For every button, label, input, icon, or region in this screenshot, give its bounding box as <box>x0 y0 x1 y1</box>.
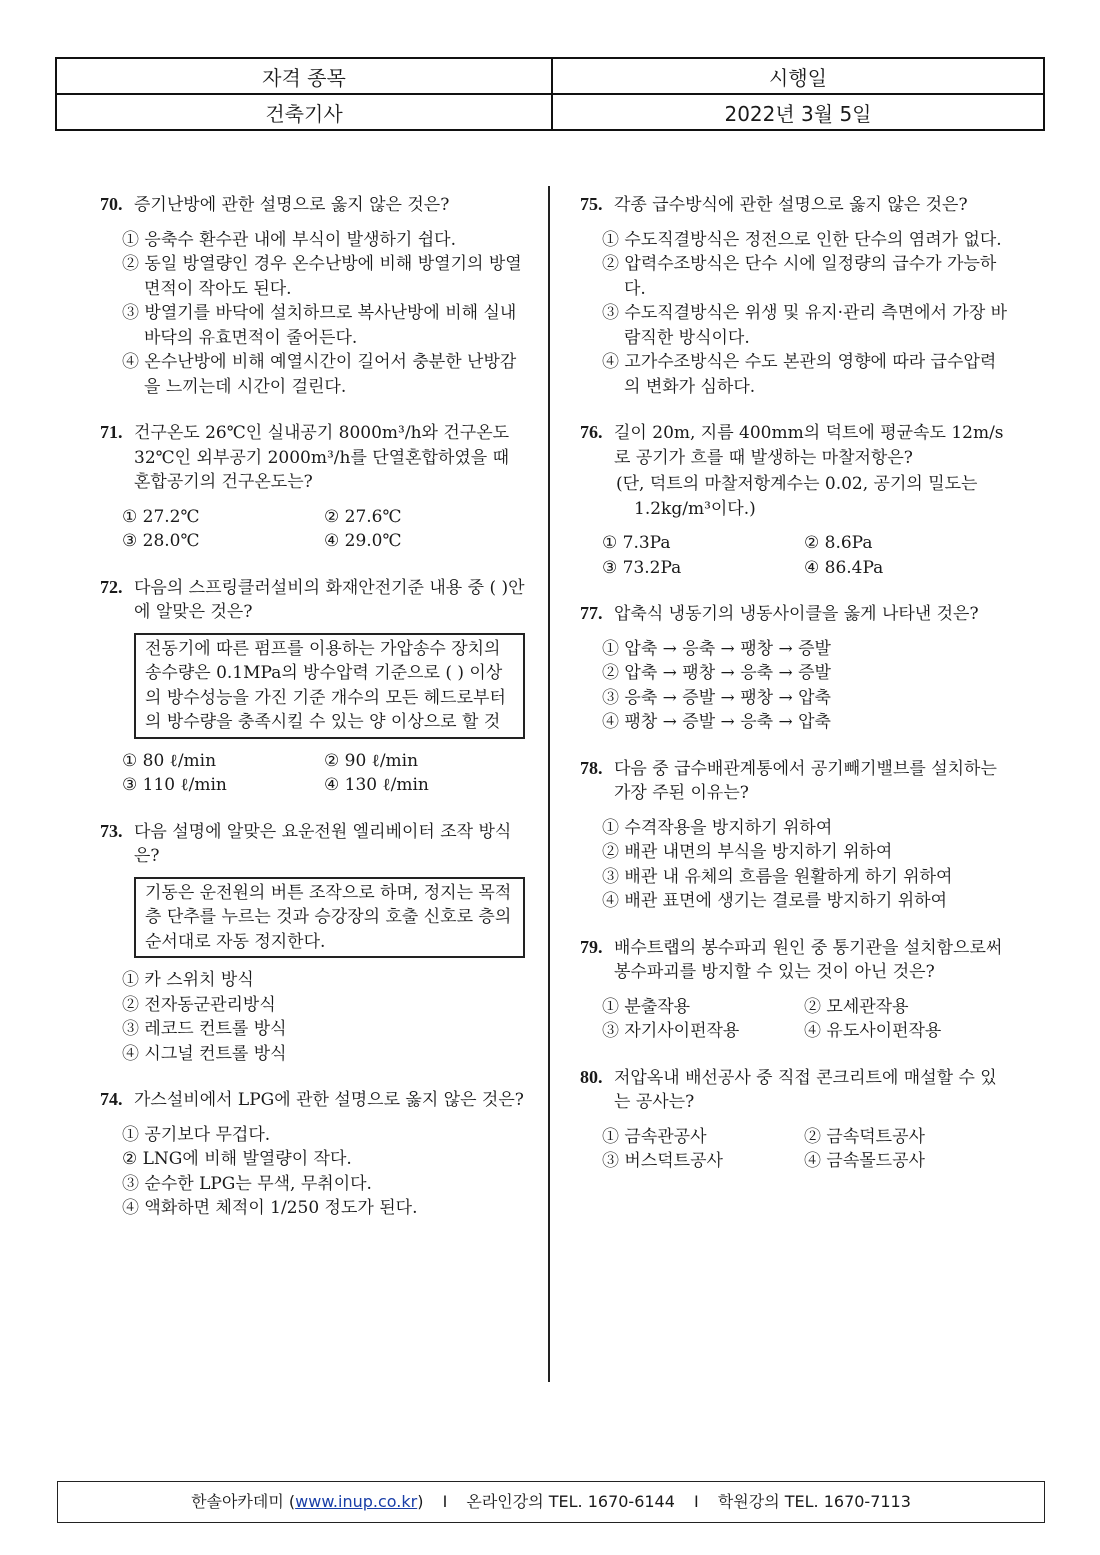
question-stem <box>100 420 530 495</box>
options <box>580 531 1010 580</box>
question-text: 길이 20m, 지름 400mm의 덕트에 평균속도 12m/s로 공기가 흐를 때 발생하는 마찰저항은? <box>614 423 1004 468</box>
academy-name-close: ) <box>417 1492 424 1511</box>
option: ④ 130 ℓ/min <box>324 775 429 795</box>
option: ③ 버스덕트공사 <box>602 1151 723 1171</box>
question-73 <box>100 819 530 1067</box>
option: ④ 86.4Pa <box>804 557 884 578</box>
question-note: (단, 덕트의 마찰저항계수는 0.02, 공기의 밀도는 1.2kg/m³이다.) <box>616 474 978 519</box>
option: ② 전자동군관리방식 <box>122 994 276 1015</box>
question-76 <box>580 420 1010 580</box>
option: ② 90 ℓ/min <box>324 750 419 771</box>
question-number: 77. <box>580 603 603 623</box>
question-text: 다음 중 급수배관계통에서 공기빼기밸브를 설치하는 가장 주된 이유는? <box>614 758 997 803</box>
subject-label: 자격 종목 <box>56 58 552 94</box>
question-75 <box>580 192 1010 399</box>
option: ② 압축 → 팽창 → 응축 → 증발 <box>602 663 831 683</box>
option: ③ 레코드 컨트롤 방식 <box>122 1019 287 1039</box>
question-stem <box>100 819 530 869</box>
question-stem <box>580 420 1010 470</box>
option: ④ 시그널 컨트롤 방식 <box>122 1043 287 1064</box>
option: ① 카 스위치 방식 <box>122 970 254 990</box>
option: ② 모세관작용 <box>804 996 909 1017</box>
option: ① 7.3Pa <box>602 533 671 553</box>
question-stem <box>580 935 1010 985</box>
question-stem <box>100 1087 530 1113</box>
options <box>580 1125 1010 1174</box>
question-74 <box>100 1087 530 1221</box>
option: ③ 응축 → 증발 → 팽창 → 압축 <box>602 687 831 708</box>
subject-value: 건축기사 <box>56 94 552 130</box>
options <box>100 1123 530 1221</box>
footer-bar <box>57 1481 1045 1523</box>
question-number: 79. <box>580 936 603 957</box>
question-text: 압축식 냉동기의 냉동사이클을 옳게 나타낸 것은? <box>614 604 979 624</box>
option: ① 공기보다 무겁다. <box>122 1124 271 1145</box>
question-stem <box>100 575 530 625</box>
option: ① 응축수 환수관 내에 부식이 발생하기 쉽다. <box>122 229 457 250</box>
question-70 <box>100 192 530 399</box>
question-number: 75. <box>580 194 603 214</box>
option: ④ 금속몰드공사 <box>804 1151 925 1171</box>
question-stem <box>580 1065 1010 1115</box>
options <box>100 228 530 400</box>
option: ② 금속덕트공사 <box>804 1126 925 1147</box>
question-number: 74. <box>100 1089 123 1109</box>
question-number: 70. <box>100 194 123 214</box>
option: ① 금속관공사 <box>602 1126 707 1147</box>
question-number: 73. <box>100 820 123 841</box>
options <box>100 749 530 798</box>
question-71 <box>100 420 530 554</box>
option: ④ 액화하면 체적이 1/250 정도가 된다. <box>122 1198 418 1218</box>
option: ① 수격작용을 방지하기 위하여 <box>602 817 833 838</box>
option: ③ 순수한 LPG는 무색, 무취이다. <box>122 1173 372 1194</box>
question-number: 78. <box>580 757 603 778</box>
question-text: 다음의 스프링클러설비의 화재안전기준 내용 중 ( )안에 알맞은 것은? <box>134 577 525 622</box>
question-box: 전동기에 따른 펌프를 이용하는 가압송수 장치의 송수량은 0.1MPa의 방수압력 기준으로 ( ) 이상의 방수성능을 가진 기준 개수의 모든 헤드로부터의 방수량을 충족시킬 수 있는 양 이상으로 할 것 <box>134 633 525 739</box>
question-text: 가스설비에서 LPG에 관한 설명으로 옳지 않은 것은? <box>134 1090 524 1110</box>
options <box>580 637 1010 735</box>
question-78 <box>580 756 1010 914</box>
question-text: 저압옥내 배선공사 중 직접 콘크리트에 매설할 수 있는 공사는? <box>614 1067 997 1112</box>
question-79 <box>580 935 1010 1044</box>
academy-name: 한솔아카데미 ( <box>191 1492 296 1511</box>
question-72 <box>100 575 530 798</box>
offline-lecture-phone: 학원강의 TEL. 1670-7113 <box>717 1492 911 1511</box>
option: ③ 73.2Pa <box>602 557 682 578</box>
academy-website-link[interactable]: www.inup.co.kr <box>295 1492 418 1511</box>
option: ② 동일 방열량인 경우 온수난방에 비해 방열기의 방열면적이 작아도 된다. <box>122 254 522 299</box>
options <box>580 816 1010 914</box>
question-number: 71. <box>100 422 123 442</box>
option: ① 압축 → 응축 → 팽창 → 증발 <box>602 638 831 659</box>
question-text: 건구온도 26℃인 실내공기 8000m³/h와 건구온도 32℃인 외부공기 2000m³/h를 단열혼합하였을 때 혼합공기의 건구온도는? <box>134 423 510 492</box>
option: ④ 29.0℃ <box>324 531 402 551</box>
option: ③ 28.0℃ <box>122 531 200 551</box>
option: ② 8.6Pa <box>804 533 873 553</box>
option: ① 수도직결방식은 정전으로 인한 단수의 염려가 없다. <box>602 229 1002 250</box>
online-lecture-phone: 온라인강의 TEL. 1670-6144 <box>466 1492 675 1511</box>
question-number: 80. <box>580 1066 603 1087</box>
option: ④ 유도사이펀작용 <box>804 1021 942 1041</box>
left-column <box>100 192 530 1242</box>
option: ④ 고가수조방식은 수도 본관의 영향에 따라 급수압력의 변화가 심하다. <box>602 352 997 397</box>
option: ② 배관 내면의 부식을 방지하기 위하여 <box>602 842 893 862</box>
option: ① 27.2℃ <box>122 506 200 527</box>
options <box>100 968 530 1066</box>
question-text: 증기난방에 관한 설명으로 옳지 않은 것은? <box>134 195 450 215</box>
question-text: 배수트랩의 봉수파괴 원인 중 통기관을 설치함으로써 봉수파괴를 방지할 수 있는 것이 아닌 것은? <box>614 937 1003 982</box>
options <box>580 228 1010 400</box>
footer-separator: I <box>694 1492 699 1511</box>
question-stem <box>580 601 1010 627</box>
question-number: 72. <box>100 576 123 597</box>
option: ② 압력수조방식은 단수 시에 일정량의 급수가 가능하다. <box>602 254 997 299</box>
right-column <box>580 192 1010 1195</box>
question-80 <box>580 1065 1010 1174</box>
options <box>100 505 530 554</box>
question-stem <box>580 756 1010 806</box>
option: ④ 팽창 → 증발 → 응축 → 압축 <box>602 712 831 732</box>
options <box>580 995 1010 1044</box>
question-number: 76. <box>580 422 603 442</box>
option: ① 80 ℓ/min <box>122 750 217 771</box>
option: ③ 수도직결방식은 위생 및 유지·관리 측면에서 가장 바람직한 방식이다. <box>602 303 1008 348</box>
date-value: 2022년 3월 5일 <box>552 94 1044 130</box>
footer-separator: I <box>442 1492 448 1511</box>
question-box: 기동은 운전원의 버튼 조작으로 하며, 정지는 목적층 단추를 누르는 것과 승강장의 호출 신호로 층의 순서대로 자동 정지한다. <box>134 877 525 959</box>
question-text: 다음 설명에 알맞은 요운전원 엘리베이터 조작 방식은? <box>134 821 512 866</box>
exam-header-table <box>55 57 1045 131</box>
question-77 <box>580 601 1010 735</box>
option: ③ 배관 내 유체의 흐름을 원활하게 하기 위하여 <box>602 866 953 887</box>
question-text: 각종 급수방식에 관한 설명으로 옳지 않은 것은? <box>614 195 968 215</box>
option: ④ 온수난방에 비해 예열시간이 길어서 충분한 난방감을 느끼는데 시간이 걸린다. <box>122 352 517 397</box>
date-label: 시행일 <box>552 58 1044 94</box>
question-stem <box>580 192 1010 218</box>
option: ② 27.6℃ <box>324 506 402 527</box>
option: ② LNG에 비해 발열량이 작다. <box>122 1149 352 1169</box>
option: ③ 방열기를 바닥에 설치하므로 복사난방에 비해 실내바닥의 유효면적이 줄어든다. <box>122 303 517 348</box>
column-divider <box>548 186 550 1382</box>
question-stem <box>100 192 530 218</box>
option: ④ 배관 표면에 생기는 결로를 방지하기 위하여 <box>602 891 948 911</box>
option: ③ 110 ℓ/min <box>122 775 227 795</box>
option: ① 분출작용 <box>602 996 691 1017</box>
option: ③ 자기사이펀작용 <box>602 1021 740 1041</box>
